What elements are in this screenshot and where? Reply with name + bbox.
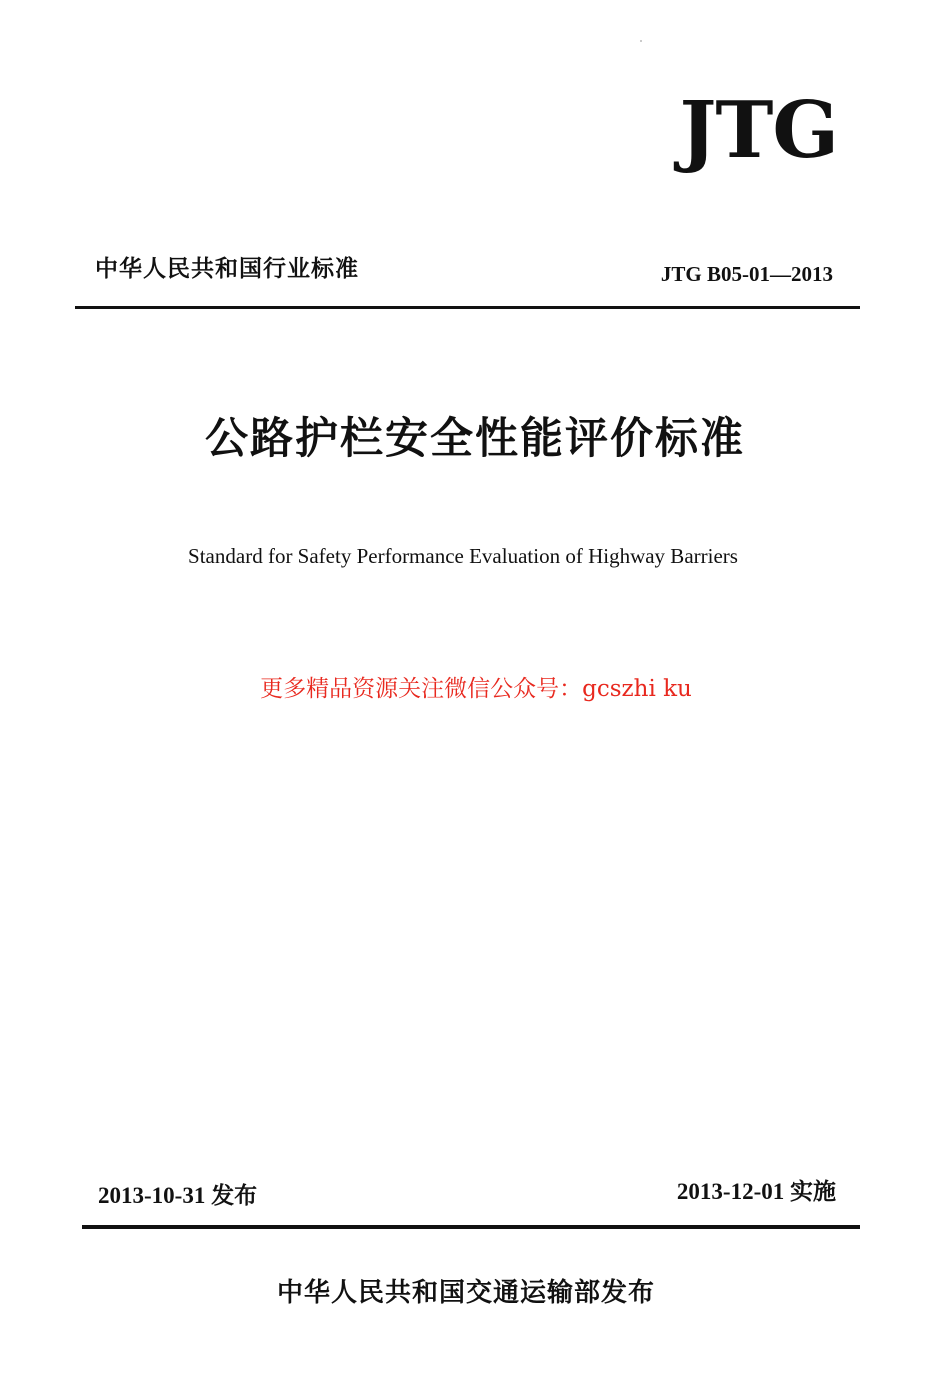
promo-watermark-text: 更多精品资源关注微信公众号：gcszhi ku [260,676,692,702]
document-title-english: Standard for Safety Performance Evaluation of Highway Barriers [188,544,738,568]
publish-date: 2013-10-31 发布 [98,1183,258,1208]
document-title-chinese: 公路护栏安全性能评价标准 [205,414,745,464]
industry-standard-label: 中华人民共和国行业标准 [95,256,359,282]
scan-speck [640,40,642,42]
standard-code: JTG B05-01—2013 [660,262,833,286]
effective-date: 2013-12-01 实施 [676,1179,836,1204]
publisher-line: 中华人民共和国交通运输部发布 [276,1278,655,1308]
jtg-logo: JTG [679,85,838,176]
top-divider [75,306,860,309]
bottom-divider [82,1225,860,1229]
